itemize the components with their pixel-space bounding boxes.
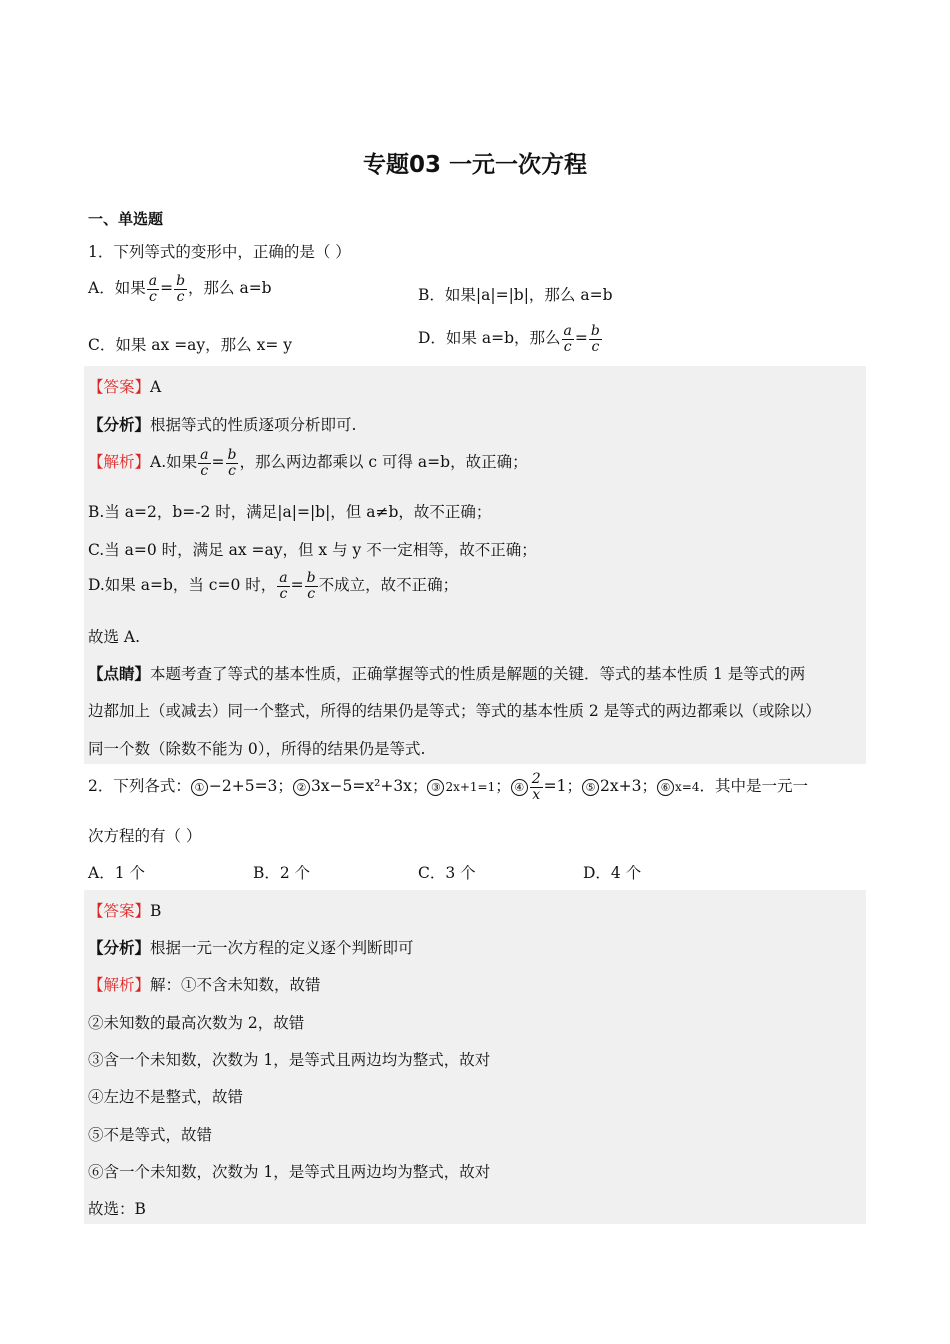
fraction-a-over-c: $\frac{a}{c}$ bbox=[279, 570, 288, 602]
q1-explain-b: B.当 a=2，b=-2 时，满足|a|=|b|，但 a≠b，故不正确； bbox=[88, 503, 492, 521]
section-heading: 一、单选题 bbox=[88, 210, 164, 228]
q1-comment-line1: 【点睛】本题考查了等式的基本性质，正确掌握等式的性质是解题的关键．等式的基本性质 1 是等式的两 bbox=[88, 664, 806, 683]
circled-1: ① bbox=[191, 779, 208, 796]
q1-option-d: D．如果 a=b，那么 $\frac{a}{c}$ = $\frac{b}{c}$ bbox=[418, 323, 600, 355]
q1-answer: 【答案】A bbox=[88, 378, 162, 396]
fraction-a-over-c: $\frac{a}{c}$ bbox=[563, 323, 572, 355]
circled-6: ⑥ bbox=[657, 779, 674, 796]
circled-4: ④ bbox=[511, 779, 528, 796]
fraction-b-over-c: $\frac{b}{c}$ bbox=[227, 447, 237, 479]
circled-5: ⑤ bbox=[582, 779, 599, 796]
fraction-b-over-c: $\frac{b}{c}$ bbox=[306, 570, 316, 602]
q2-explain-4: ④左边不是整式，故错 bbox=[88, 1088, 244, 1106]
q2-analysis: 【分析】根据一元一次方程的定义逐个判断即可 bbox=[88, 938, 414, 957]
q2-explain-3: ③含一个未知数，次数为 1，是等式且两边均为整式，故对 bbox=[88, 1051, 491, 1069]
q2-explain-2: ②未知数的最高次数为 2，故错 bbox=[88, 1014, 305, 1032]
q1-explain-d: D.如果 a=b，当 c=0 时， $\frac{a}{c}$ = $\frac{b}{c}$ 不成立，故不正确； bbox=[88, 570, 459, 602]
q2-option-a: A．1 个 bbox=[88, 864, 145, 882]
q2-answer: 【答案】B bbox=[88, 902, 162, 920]
q1-option-b: B．如果|a|=|b|，那么 a=b bbox=[418, 286, 613, 304]
q1-option-c: C．如果 ax =ay，那么 x= y bbox=[88, 336, 293, 354]
q1-explain-a: 【解析】A.如果 $\frac{a}{c}$ = $\frac{b}{c}$ ，那么两边都乘以 c 可得 a=b，故正确； bbox=[88, 447, 528, 479]
q2-option-d: D．4 个 bbox=[583, 864, 642, 882]
q2-stem-line1: 2．下列各式： ① −2+5=3； ② 3x−5=x²+3x； ③ 2x+1=1； ④ $\frac{2}{x}$ =1； ⑤ 2x+3； ⑥ x=4．其中是一元一 bbox=[88, 771, 808, 803]
q2-choose: 故选：B bbox=[88, 1200, 146, 1218]
q2-explain-5: ⑤不是等式，故错 bbox=[88, 1126, 213, 1144]
q2-option-b: B．2 个 bbox=[253, 864, 311, 882]
q1-comment-line2: 边都加上（或减去）同一个整式，所得的结果仍是等式；等式的基本性质 2 是等式的两边都乘以（或除以） bbox=[88, 702, 821, 720]
circled-3: ③ bbox=[427, 779, 444, 796]
circled-2: ② bbox=[293, 779, 310, 796]
q2-stem-line2: 次方程的有（ ） bbox=[88, 827, 202, 845]
fraction-2-over-x: $\frac{2}{x}$ bbox=[531, 771, 541, 803]
q1-stem: 1．下列等式的变形中，正确的是（ ） bbox=[88, 243, 351, 261]
q1-comment-line3: 同一个数（除数不能为 0），所得的结果仍是等式. bbox=[88, 740, 426, 758]
fraction-a-over-c: $\frac{a}{c}$ bbox=[200, 447, 209, 479]
q2-explain-6: ⑥含一个未知数，次数为 1，是等式且两边均为整式，故对 bbox=[88, 1163, 491, 1181]
q1-choose: 故选 A. bbox=[88, 628, 141, 646]
q1-analysis: 【分析】根据等式的性质逐项分析即可. bbox=[88, 415, 357, 434]
fraction-b-over-c: $\frac{b}{c}$ bbox=[176, 273, 186, 305]
q1-explain-c: C.当 a=0 时，满足 ax =ay，但 x 与 y 不一定相等，故不正确； bbox=[88, 541, 537, 559]
page-title: 专题03 一元一次方程 bbox=[362, 152, 587, 178]
q2-option-c: C．3 个 bbox=[418, 864, 476, 882]
fraction-a-over-c: $\frac{a}{c}$ bbox=[148, 273, 158, 305]
fraction-b-over-c: $\frac{b}{c}$ bbox=[590, 323, 600, 355]
q1-option-a: A．如果 $\frac{a}{c}$ = $\frac{b}{c}$ ，那么 a=b bbox=[88, 273, 272, 305]
q2-explain-1: 【解析】解：①不含未知数，故错 bbox=[88, 976, 321, 994]
